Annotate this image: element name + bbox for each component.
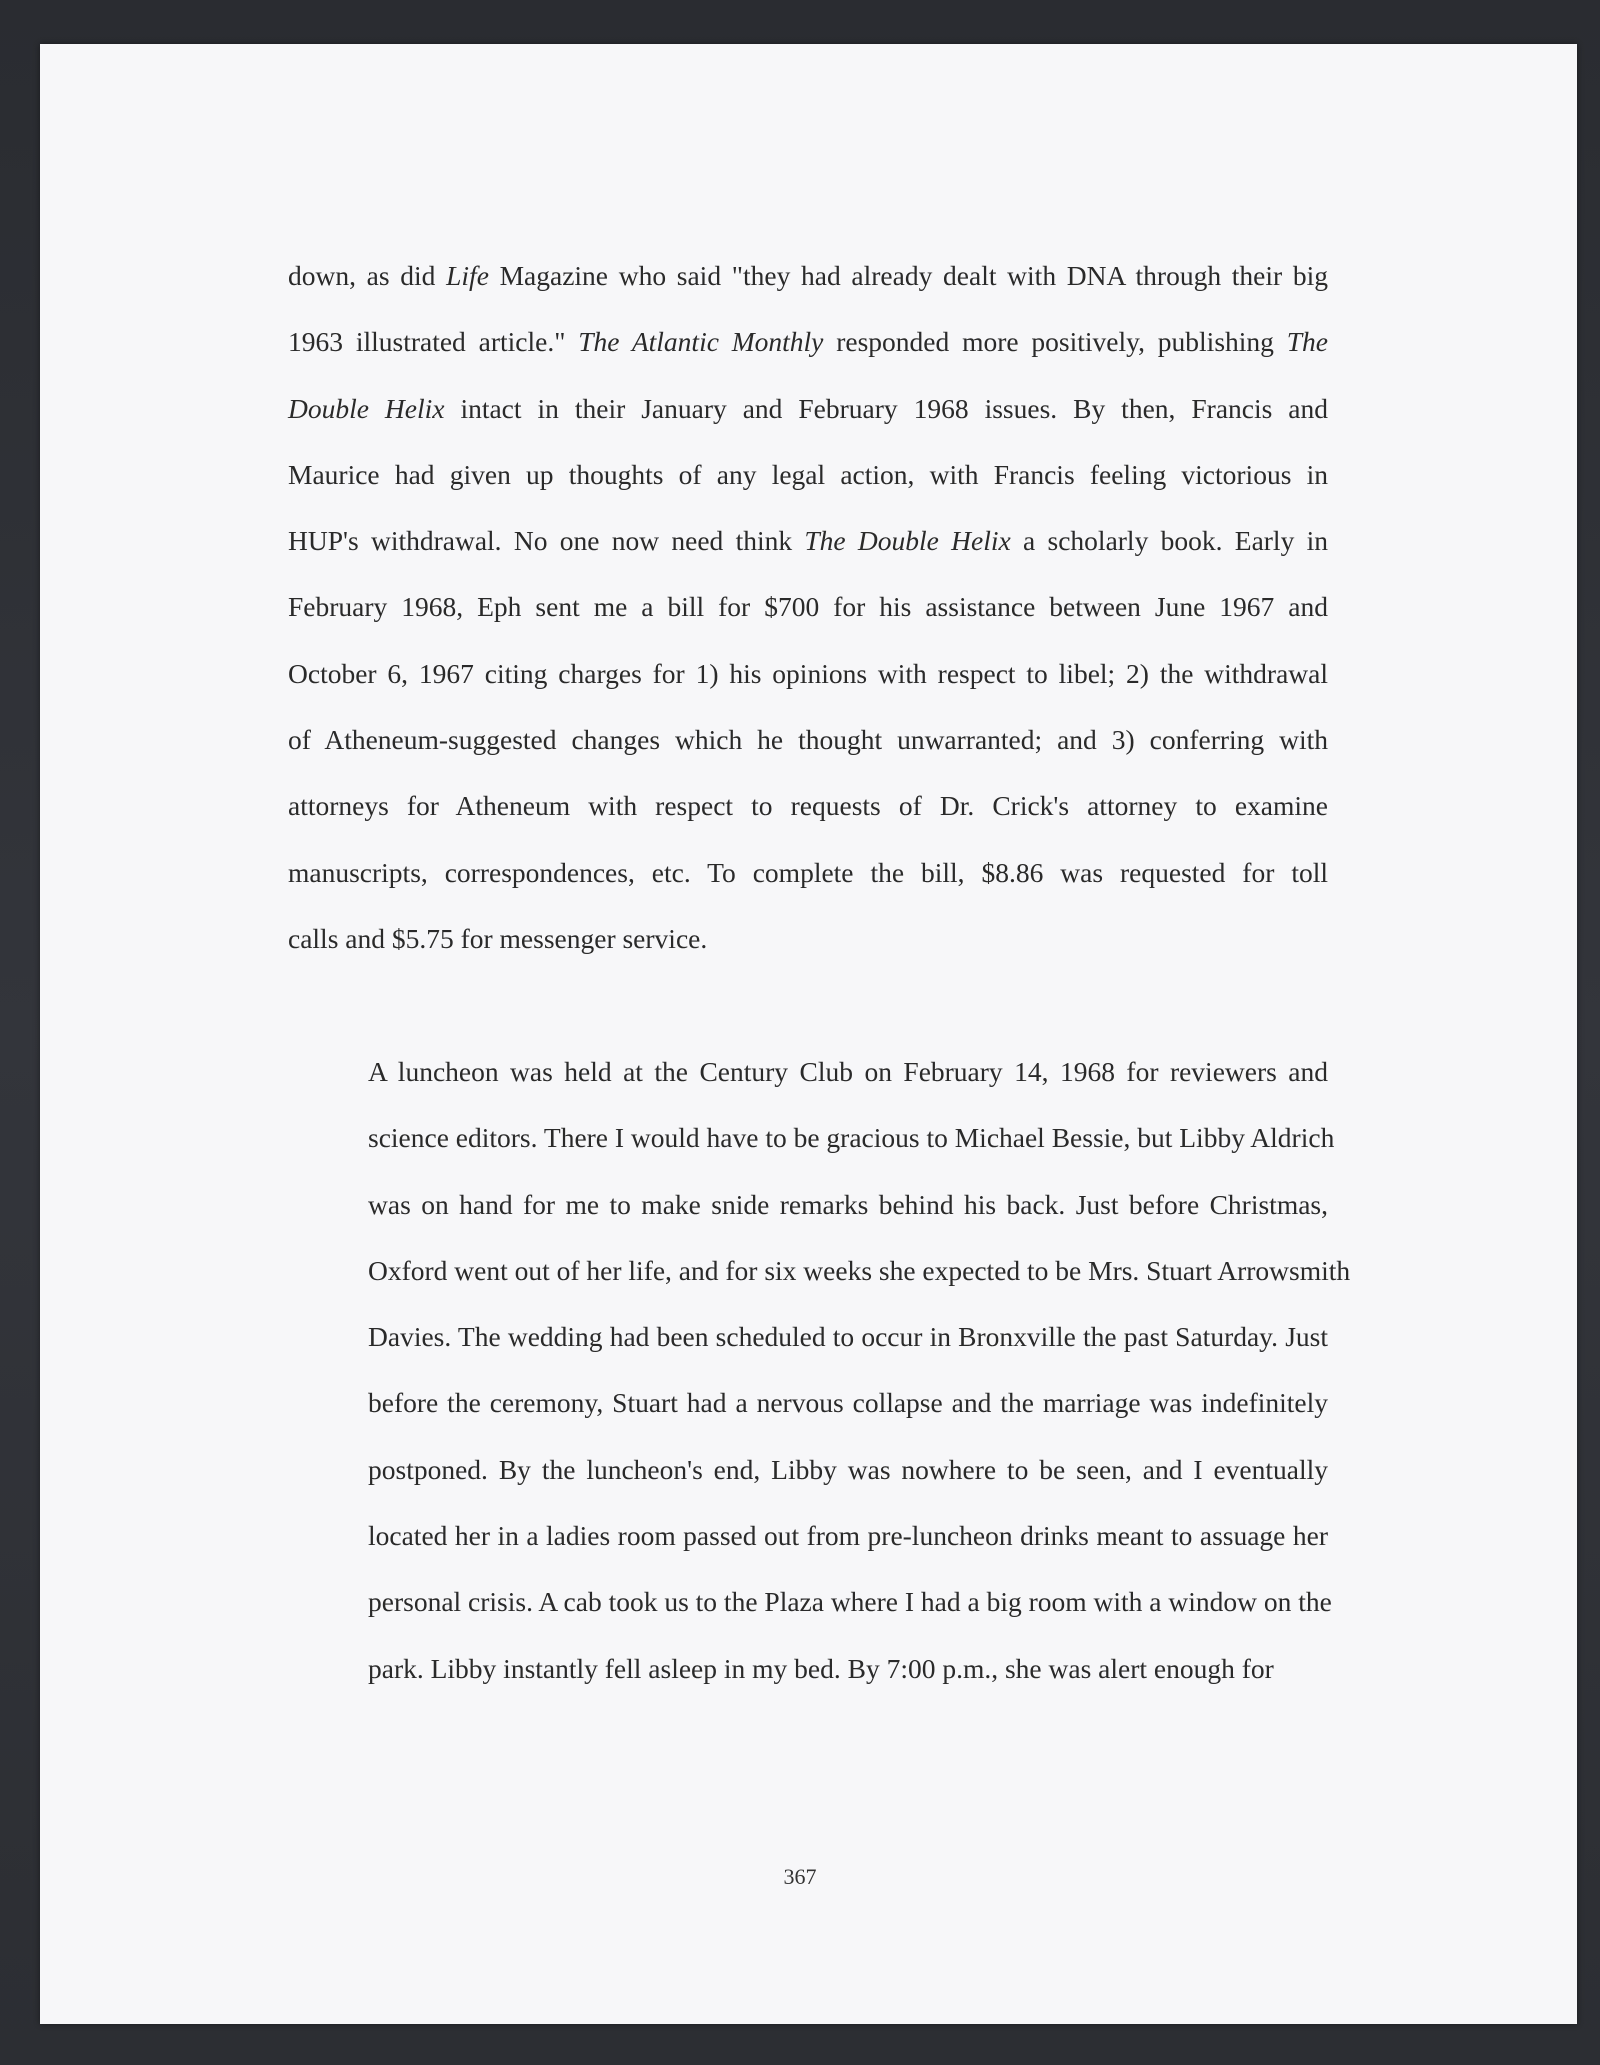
text-line <box>288 773 1328 839</box>
text-line <box>288 243 1328 309</box>
text-line <box>288 1569 1332 1635</box>
text-run: Oxford went out of her life, and for six weeks she expected to be Mrs. Stuart Arrowsmith <box>368 1254 1351 1286</box>
paragraph-body <box>288 1039 1351 1702</box>
text-run: Maurice had given up thoughts of any legal action, with Francis feeling victorious in <box>288 458 1328 490</box>
text-run: A luncheon was held at the Century Club on February 14, 1968 for reviewers and <box>368 1056 1328 1087</box>
text-run: HUP's withdrawal. No one now need think <box>288 525 805 557</box>
italic-title: Life <box>446 260 489 291</box>
text-run: manuscripts, correspondences, etc. To complete the bill, $8.86 was requested for toll <box>288 856 1328 888</box>
text-run: responded more positively, publishing <box>823 326 1287 358</box>
text-run: a scholarly book. Early in <box>1010 525 1328 557</box>
text-run: located her in a ladies room passed out from pre-luncheon drinks meant to assuage her <box>368 1520 1328 1552</box>
italic-title: The Atlantic Monthly <box>578 326 824 358</box>
text-line <box>288 309 1328 375</box>
text-line <box>288 574 1328 640</box>
text-run: science editors. There I would have to be gracious to Michael Bessie, but Libby Aldrich <box>368 1122 1335 1154</box>
text-run: calls and $5.75 for messenger service. <box>288 922 708 954</box>
text-run: personal crisis. A cab took us to the Plaza where I had a big room with a window on the <box>368 1586 1332 1618</box>
text-line <box>288 1238 1351 1304</box>
text-line <box>288 1304 1328 1370</box>
text-run: park. Libby instantly fell asleep in my bed. By 7:00 p.m., she was alert enough for <box>368 1652 1274 1684</box>
text-run: before the ceremony, Stuart had a nervous collapse and the marriage was indefinitely <box>368 1387 1328 1419</box>
page-number: 367 <box>783 1864 817 1889</box>
italic-title: The <box>1286 326 1328 358</box>
text-run: attorneys for Atheneum with respect to requests of Dr. Crick's attorney to examine <box>288 790 1328 822</box>
text-line <box>288 508 1328 574</box>
text-line <box>288 376 1328 442</box>
text-run: Magazine who said "they had already dealt with DNA through their big <box>488 260 1328 291</box>
text-line <box>288 442 1328 508</box>
text-line <box>288 641 1328 707</box>
text-line <box>288 707 1328 773</box>
text-line <box>288 1172 1328 1238</box>
text-run: 1963 illustrated article." <box>288 326 579 358</box>
text-line <box>288 1503 1328 1569</box>
text-line <box>288 1105 1335 1171</box>
paragraph-1 <box>288 243 1328 972</box>
text-run: October 6, 1967 citing charges for 1) his opinions with respect to libel; 2) the withdrawal <box>288 657 1328 689</box>
text-line <box>288 1370 1328 1436</box>
italic-title: Double Helix <box>288 392 445 424</box>
text-run: Davies. The wedding had been scheduled to occur in Bronxville the past Saturday. Just <box>368 1321 1328 1353</box>
text-line <box>288 1039 1328 1105</box>
paragraph-2 <box>288 1039 1351 1702</box>
paragraph-body <box>288 243 1328 972</box>
italic-title: The Double Helix <box>804 525 1011 557</box>
text-line <box>288 840 1328 906</box>
text-run: of Atheneum-suggested changes which he thought unwarranted; and 3) conferring with <box>288 724 1328 756</box>
text-run: postponed. By the luncheon's end, Libby was nowhere to be seen, and I eventually <box>368 1453 1328 1485</box>
text-run: was on hand for me to make snide remarks behind his back. Just before Christmas, <box>368 1188 1328 1220</box>
text-run: down, as did <box>288 260 447 291</box>
text-run: intact in their January and February 1968 issues. By then, Francis and <box>444 392 1328 424</box>
text-run: February 1968, Eph sent me a bill for $700 for his assistance between June 1967 and <box>288 591 1328 623</box>
text-line <box>288 1437 1328 1503</box>
text-line <box>288 1636 1328 1702</box>
text-line <box>288 906 1328 972</box>
